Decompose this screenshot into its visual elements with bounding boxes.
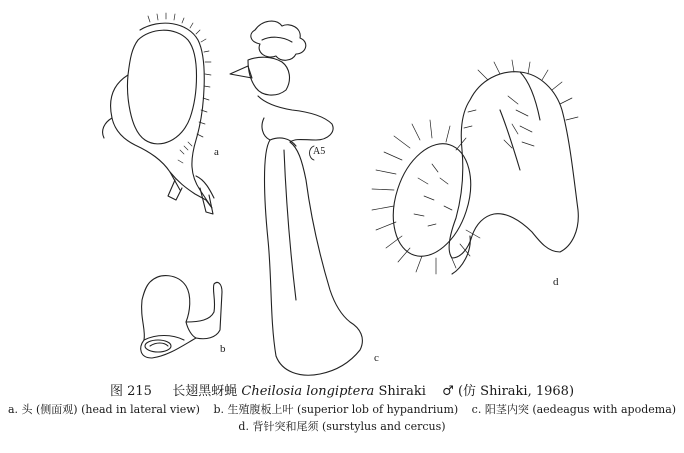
panel-c-annotation: A5	[313, 146, 326, 157]
panel-label-d: d	[553, 276, 559, 288]
panel-d-surstylus-drawing	[372, 60, 578, 274]
panel-b-lobe-drawing	[141, 276, 222, 358]
scientific-name: Cheilosia longiptera	[241, 384, 375, 399]
panel-a-head-drawing	[103, 13, 214, 214]
caption-title	[0, 383, 684, 401]
source-citation: (仿 Shiraki, 1968)	[457, 384, 575, 399]
caption-item-b: b. 生殖腹板上叶 (superior lob of hypandrium)	[213, 403, 459, 416]
panel-label-b: b	[220, 343, 226, 355]
chinese-name: 长翅黑蚜蝇	[172, 384, 238, 399]
caption-line-3	[0, 418, 684, 435]
caption-line-2	[0, 401, 684, 418]
panel-label-a: a	[214, 146, 219, 158]
panel-label-c: c	[374, 352, 379, 364]
caption-item-c: c. 阳茎内突 (aedeagus with apodema)	[471, 403, 677, 416]
figure-number: 图 215	[109, 384, 152, 399]
sex-symbol: ♂	[442, 384, 454, 399]
author-name: Shiraki	[378, 384, 426, 399]
caption-item-d: d. 背针突和尾须 (surstylus and cercus)	[238, 420, 446, 433]
panel-c-aedeagus-drawing	[230, 21, 362, 375]
figure-caption	[0, 383, 684, 435]
caption-item-a: a. 头 (侧面观) (head in lateral view)	[7, 403, 200, 416]
